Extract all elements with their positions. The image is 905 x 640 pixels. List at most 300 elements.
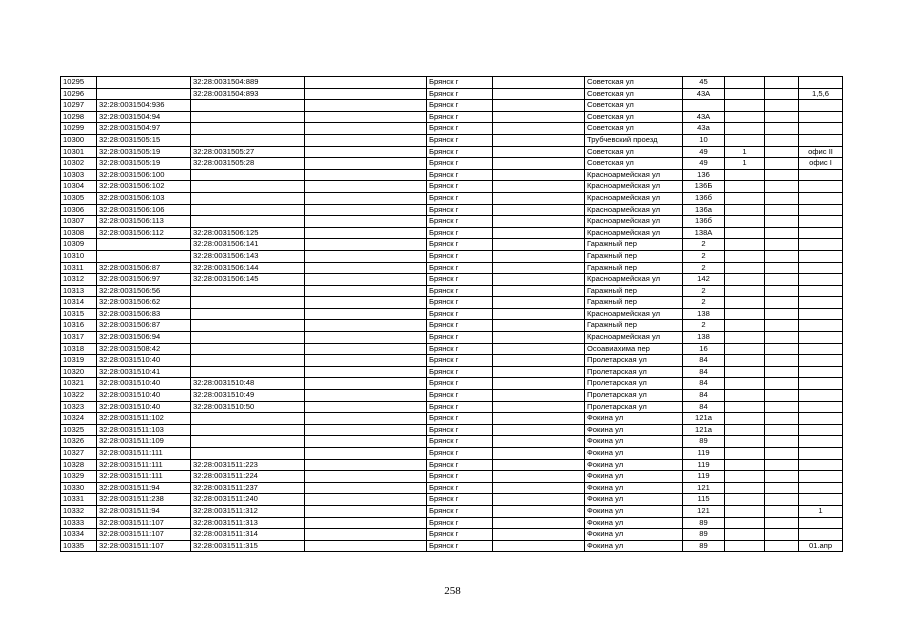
city-cell: Брянск г	[427, 459, 493, 471]
premises-cell	[799, 169, 843, 181]
cadastral-number-cell: 32:28:0031506:62	[97, 297, 191, 309]
empty-cell	[305, 192, 427, 204]
empty-cell	[305, 216, 427, 228]
street-cell: Пролетарская ул	[585, 390, 683, 402]
empty-cell	[493, 88, 585, 100]
street-cell: Гаражный пер	[585, 285, 683, 297]
house-number-cell: 2	[683, 285, 725, 297]
empty-cell	[493, 424, 585, 436]
empty-cell	[493, 250, 585, 262]
empty-cell	[765, 529, 799, 541]
sub-cadastral-number-cell: 32:28:0031511:313	[191, 517, 305, 529]
building-cell	[725, 505, 765, 517]
table-row	[61, 448, 843, 460]
empty-cell	[305, 390, 427, 402]
table-row	[61, 146, 843, 158]
sub-cadastral-number-cell: 32:28:0031511:312	[191, 505, 305, 517]
house-number-cell: 2	[683, 262, 725, 274]
empty-cell	[765, 540, 799, 552]
house-number-cell: 43А	[683, 111, 725, 123]
cadastral-number-cell: 32:28:0031511:107	[97, 540, 191, 552]
street-cell: Фокина ул	[585, 482, 683, 494]
premises-cell	[799, 436, 843, 448]
premises-cell	[799, 332, 843, 344]
building-cell	[725, 239, 765, 251]
premises-cell: офис II	[799, 146, 843, 158]
building-cell	[725, 540, 765, 552]
street-cell: Пролетарская ул	[585, 401, 683, 413]
sub-cadastral-number-cell: 32:28:0031511:315	[191, 540, 305, 552]
city-cell: Брянск г	[427, 134, 493, 146]
cadastral-number-cell: 32:28:0031511:107	[97, 517, 191, 529]
empty-cell	[765, 111, 799, 123]
city-cell: Брянск г	[427, 262, 493, 274]
row-number-cell: 10295	[61, 77, 97, 89]
sub-cadastral-number-cell: 32:28:0031505:27	[191, 146, 305, 158]
premises-cell	[799, 239, 843, 251]
sub-cadastral-number-cell: 32:28:0031511:237	[191, 482, 305, 494]
city-cell: Брянск г	[427, 366, 493, 378]
row-number-cell: 10329	[61, 471, 97, 483]
street-cell: Фокина ул	[585, 529, 683, 541]
table-row	[61, 413, 843, 425]
house-number-cell: 2	[683, 320, 725, 332]
cadastral-number-cell: 32:28:0031506:87	[97, 262, 191, 274]
row-number-cell: 10309	[61, 239, 97, 251]
sub-cadastral-number-cell	[191, 413, 305, 425]
row-number-cell: 10327	[61, 448, 97, 460]
house-number-cell: 84	[683, 355, 725, 367]
sub-cadastral-number-cell	[191, 111, 305, 123]
empty-cell	[305, 77, 427, 89]
empty-cell	[765, 146, 799, 158]
street-cell: Советская ул	[585, 100, 683, 112]
empty-cell	[493, 505, 585, 517]
table-row	[61, 204, 843, 216]
building-cell	[725, 343, 765, 355]
sub-cadastral-number-cell: 32:28:0031506:143	[191, 250, 305, 262]
empty-cell	[305, 181, 427, 193]
house-number-cell: 138А	[683, 227, 725, 239]
empty-cell	[493, 320, 585, 332]
row-number-cell: 10315	[61, 308, 97, 320]
empty-cell	[305, 134, 427, 146]
cadastral-number-cell: 32:28:0031508:42	[97, 343, 191, 355]
street-cell: Пролетарская ул	[585, 366, 683, 378]
empty-cell	[305, 355, 427, 367]
table-row	[61, 540, 843, 552]
row-number-cell: 10312	[61, 274, 97, 286]
empty-cell	[765, 459, 799, 471]
empty-cell	[305, 274, 427, 286]
building-cell	[725, 274, 765, 286]
empty-cell	[305, 204, 427, 216]
empty-cell	[305, 88, 427, 100]
table-row	[61, 77, 843, 89]
house-number-cell: 49	[683, 158, 725, 170]
sub-cadastral-number-cell: 32:28:0031506:144	[191, 262, 305, 274]
house-number-cell: 136а	[683, 204, 725, 216]
sub-cadastral-number-cell	[191, 343, 305, 355]
street-cell: Советская ул	[585, 146, 683, 158]
cadastral-number-cell: 32:28:0031511:238	[97, 494, 191, 506]
empty-cell	[493, 308, 585, 320]
house-number-cell: 84	[683, 401, 725, 413]
premises-cell	[799, 378, 843, 390]
building-cell	[725, 297, 765, 309]
street-cell: Фокина ул	[585, 517, 683, 529]
empty-cell	[493, 158, 585, 170]
house-number-cell: 2	[683, 239, 725, 251]
building-cell	[725, 413, 765, 425]
street-cell: Осоавиахима пер	[585, 343, 683, 355]
premises-cell	[799, 227, 843, 239]
empty-cell	[305, 482, 427, 494]
sub-cadastral-number-cell: 32:28:0031510:48	[191, 378, 305, 390]
premises-cell	[799, 134, 843, 146]
cadastral-number-cell: 32:28:0031505:15	[97, 134, 191, 146]
city-cell: Брянск г	[427, 239, 493, 251]
house-number-cell: 115	[683, 494, 725, 506]
cadastral-number-cell	[97, 250, 191, 262]
city-cell: Брянск г	[427, 471, 493, 483]
house-number-cell: 89	[683, 436, 725, 448]
table-row	[61, 355, 843, 367]
sub-cadastral-number-cell	[191, 123, 305, 135]
cadastral-number-cell: 32:28:0031506:100	[97, 169, 191, 181]
building-cell	[725, 88, 765, 100]
row-number-cell: 10325	[61, 424, 97, 436]
city-cell: Брянск г	[427, 192, 493, 204]
sub-cadastral-number-cell: 32:28:0031504:889	[191, 77, 305, 89]
sub-cadastral-number-cell: 32:28:0031510:49	[191, 390, 305, 402]
empty-cell	[765, 366, 799, 378]
empty-cell	[493, 494, 585, 506]
empty-cell	[493, 459, 585, 471]
cadastral-number-cell: 32:28:0031506:102	[97, 181, 191, 193]
building-cell	[725, 100, 765, 112]
house-number-cell: 89	[683, 540, 725, 552]
house-number-cell	[683, 100, 725, 112]
empty-cell	[305, 494, 427, 506]
empty-cell	[305, 413, 427, 425]
cadastral-number-cell: 32:28:0031511:107	[97, 529, 191, 541]
table-row	[61, 216, 843, 228]
street-cell: Гаражный пер	[585, 320, 683, 332]
city-cell: Брянск г	[427, 285, 493, 297]
empty-cell	[765, 158, 799, 170]
sub-cadastral-number-cell	[191, 448, 305, 460]
cadastral-number-cell: 32:28:0031506:56	[97, 285, 191, 297]
table-row	[61, 517, 843, 529]
row-number-cell: 10301	[61, 146, 97, 158]
empty-cell	[765, 355, 799, 367]
house-number-cell: 89	[683, 517, 725, 529]
empty-cell	[305, 227, 427, 239]
city-cell: Брянск г	[427, 88, 493, 100]
premises-cell	[799, 262, 843, 274]
sub-cadastral-number-cell	[191, 320, 305, 332]
city-cell: Брянск г	[427, 181, 493, 193]
sub-cadastral-number-cell	[191, 436, 305, 448]
cadastral-number-cell: 32:28:0031511:109	[97, 436, 191, 448]
table-row	[61, 343, 843, 355]
street-cell: Красноармейская ул	[585, 227, 683, 239]
street-cell: Фокина ул	[585, 448, 683, 460]
building-cell: 1	[725, 146, 765, 158]
empty-cell	[493, 390, 585, 402]
cadastral-number-cell: 32:28:0031511:94	[97, 482, 191, 494]
premises-cell	[799, 448, 843, 460]
empty-cell	[765, 424, 799, 436]
house-number-cell: 84	[683, 378, 725, 390]
house-number-cell: 121а	[683, 413, 725, 425]
sub-cadastral-number-cell	[191, 192, 305, 204]
city-cell: Брянск г	[427, 146, 493, 158]
cadastral-number-cell: 32:28:0031506:94	[97, 332, 191, 344]
table-row	[61, 459, 843, 471]
premises-cell: 01.апр	[799, 540, 843, 552]
empty-cell	[765, 332, 799, 344]
premises-cell	[799, 192, 843, 204]
row-number-cell: 10304	[61, 181, 97, 193]
building-cell	[725, 378, 765, 390]
city-cell: Брянск г	[427, 320, 493, 332]
empty-cell	[305, 297, 427, 309]
row-number-cell: 10326	[61, 436, 97, 448]
row-number-cell: 10316	[61, 320, 97, 332]
row-number-cell: 10331	[61, 494, 97, 506]
cadastral-number-cell: 32:28:0031510:40	[97, 390, 191, 402]
empty-cell	[765, 204, 799, 216]
cadastral-number-cell: 32:28:0031510:40	[97, 378, 191, 390]
empty-cell	[765, 134, 799, 146]
sub-cadastral-number-cell	[191, 216, 305, 228]
premises-cell	[799, 413, 843, 425]
empty-cell	[305, 529, 427, 541]
row-number-cell: 10303	[61, 169, 97, 181]
empty-cell	[305, 285, 427, 297]
table-row	[61, 181, 843, 193]
empty-cell	[765, 285, 799, 297]
sub-cadastral-number-cell: 32:28:0031511:223	[191, 459, 305, 471]
premises-cell	[799, 355, 843, 367]
city-cell: Брянск г	[427, 123, 493, 135]
empty-cell	[305, 505, 427, 517]
building-cell	[725, 216, 765, 228]
street-cell: Красноармейская ул	[585, 169, 683, 181]
street-cell: Фокина ул	[585, 436, 683, 448]
cadastral-number-cell: 32:28:0031510:41	[97, 366, 191, 378]
street-cell: Советская ул	[585, 111, 683, 123]
street-cell: Красноармейская ул	[585, 204, 683, 216]
cadastral-number-cell: 32:28:0031504:97	[97, 123, 191, 135]
building-cell	[725, 192, 765, 204]
house-number-cell: 142	[683, 274, 725, 286]
city-cell: Брянск г	[427, 540, 493, 552]
row-number-cell: 10324	[61, 413, 97, 425]
building-cell	[725, 401, 765, 413]
empty-cell	[765, 274, 799, 286]
premises-cell: офис I	[799, 158, 843, 170]
city-cell: Брянск г	[427, 355, 493, 367]
premises-cell	[799, 320, 843, 332]
premises-cell	[799, 494, 843, 506]
empty-cell	[305, 459, 427, 471]
row-number-cell: 10297	[61, 100, 97, 112]
row-number-cell: 10299	[61, 123, 97, 135]
row-number-cell: 10296	[61, 88, 97, 100]
row-number-cell: 10328	[61, 459, 97, 471]
empty-cell	[493, 100, 585, 112]
city-cell: Брянск г	[427, 494, 493, 506]
empty-cell	[493, 332, 585, 344]
table-row	[61, 471, 843, 483]
empty-cell	[305, 308, 427, 320]
sub-cadastral-number-cell: 32:28:0031505:28	[191, 158, 305, 170]
empty-cell	[493, 169, 585, 181]
city-cell: Брянск г	[427, 378, 493, 390]
empty-cell	[765, 216, 799, 228]
empty-cell	[305, 366, 427, 378]
sub-cadastral-number-cell	[191, 355, 305, 367]
empty-cell	[305, 517, 427, 529]
empty-cell	[493, 448, 585, 460]
house-number-cell: 136	[683, 169, 725, 181]
house-number-cell: 119	[683, 448, 725, 460]
building-cell	[725, 262, 765, 274]
page-number: 258	[444, 585, 461, 597]
empty-cell	[305, 100, 427, 112]
row-number-cell: 10317	[61, 332, 97, 344]
table-row	[61, 529, 843, 541]
row-number-cell: 10318	[61, 343, 97, 355]
table-row	[61, 100, 843, 112]
premises-cell	[799, 308, 843, 320]
premises-cell	[799, 471, 843, 483]
empty-cell	[493, 134, 585, 146]
empty-cell	[765, 262, 799, 274]
cadastral-number-cell: 32:28:0031506:97	[97, 274, 191, 286]
row-number-cell: 10305	[61, 192, 97, 204]
empty-cell	[765, 390, 799, 402]
street-cell: Пролетарская ул	[585, 355, 683, 367]
street-cell: Красноармейская ул	[585, 192, 683, 204]
premises-cell	[799, 216, 843, 228]
empty-cell	[305, 471, 427, 483]
sub-cadastral-number-cell: 32:28:0031506:141	[191, 239, 305, 251]
table-row	[61, 134, 843, 146]
empty-cell	[305, 146, 427, 158]
sub-cadastral-number-cell: 32:28:0031511:314	[191, 529, 305, 541]
street-cell: Гаражный пер	[585, 239, 683, 251]
empty-cell	[493, 204, 585, 216]
city-cell: Брянск г	[427, 158, 493, 170]
empty-cell	[765, 100, 799, 112]
table-row	[61, 192, 843, 204]
table-row	[61, 158, 843, 170]
street-cell: Красноармейская ул	[585, 332, 683, 344]
sub-cadastral-number-cell	[191, 169, 305, 181]
empty-cell	[765, 169, 799, 181]
cadastral-number-cell	[97, 77, 191, 89]
building-cell	[725, 320, 765, 332]
sub-cadastral-number-cell: 32:28:0031506:125	[191, 227, 305, 239]
street-cell: Фокина ул	[585, 424, 683, 436]
premises-cell	[799, 482, 843, 494]
row-number-cell: 10302	[61, 158, 97, 170]
cadastral-number-cell: 32:28:0031511:94	[97, 505, 191, 517]
cadastral-number-cell: 32:28:0031511:111	[97, 448, 191, 460]
empty-cell	[305, 250, 427, 262]
house-number-cell: 138	[683, 332, 725, 344]
city-cell: Брянск г	[427, 482, 493, 494]
cadastral-number-cell: 32:28:0031510:40	[97, 355, 191, 367]
empty-cell	[765, 401, 799, 413]
table-row	[61, 227, 843, 239]
house-number-cell: 119	[683, 471, 725, 483]
cadastral-number-cell: 32:28:0031506:83	[97, 308, 191, 320]
table-row	[61, 482, 843, 494]
street-cell: Советская ул	[585, 77, 683, 89]
building-cell	[725, 111, 765, 123]
city-cell: Брянск г	[427, 308, 493, 320]
sub-cadastral-number-cell	[191, 181, 305, 193]
premises-cell	[799, 274, 843, 286]
table-row	[61, 274, 843, 286]
empty-cell	[765, 297, 799, 309]
row-number-cell: 10308	[61, 227, 97, 239]
building-cell	[725, 529, 765, 541]
house-number-cell: 49	[683, 146, 725, 158]
city-cell: Брянск г	[427, 204, 493, 216]
house-number-cell: 84	[683, 366, 725, 378]
empty-cell	[493, 77, 585, 89]
empty-cell	[305, 239, 427, 251]
row-number-cell: 10310	[61, 250, 97, 262]
empty-cell	[493, 192, 585, 204]
cadastral-number-cell: 32:28:0031506:112	[97, 227, 191, 239]
empty-cell	[493, 239, 585, 251]
empty-cell	[493, 401, 585, 413]
row-number-cell: 10311	[61, 262, 97, 274]
premises-cell	[799, 100, 843, 112]
sub-cadastral-number-cell	[191, 366, 305, 378]
house-number-cell: 16	[683, 343, 725, 355]
city-cell: Брянск г	[427, 517, 493, 529]
city-cell: Брянск г	[427, 169, 493, 181]
cadastral-number-cell: 32:28:0031504:936	[97, 100, 191, 112]
premises-cell	[799, 77, 843, 89]
city-cell: Брянск г	[427, 227, 493, 239]
sub-cadastral-number-cell	[191, 204, 305, 216]
empty-cell	[765, 343, 799, 355]
street-cell: Советская ул	[585, 123, 683, 135]
empty-cell	[493, 343, 585, 355]
premises-cell	[799, 517, 843, 529]
street-cell: Фокина ул	[585, 413, 683, 425]
sub-cadastral-number-cell: 32:28:0031511:224	[191, 471, 305, 483]
empty-cell	[493, 262, 585, 274]
cadastral-number-cell: 32:28:0031506:113	[97, 216, 191, 228]
city-cell: Брянск г	[427, 332, 493, 344]
empty-cell	[493, 297, 585, 309]
empty-cell	[765, 181, 799, 193]
cadastral-number-cell: 32:28:0031511:103	[97, 424, 191, 436]
empty-cell	[493, 146, 585, 158]
empty-cell	[765, 77, 799, 89]
empty-cell	[765, 320, 799, 332]
